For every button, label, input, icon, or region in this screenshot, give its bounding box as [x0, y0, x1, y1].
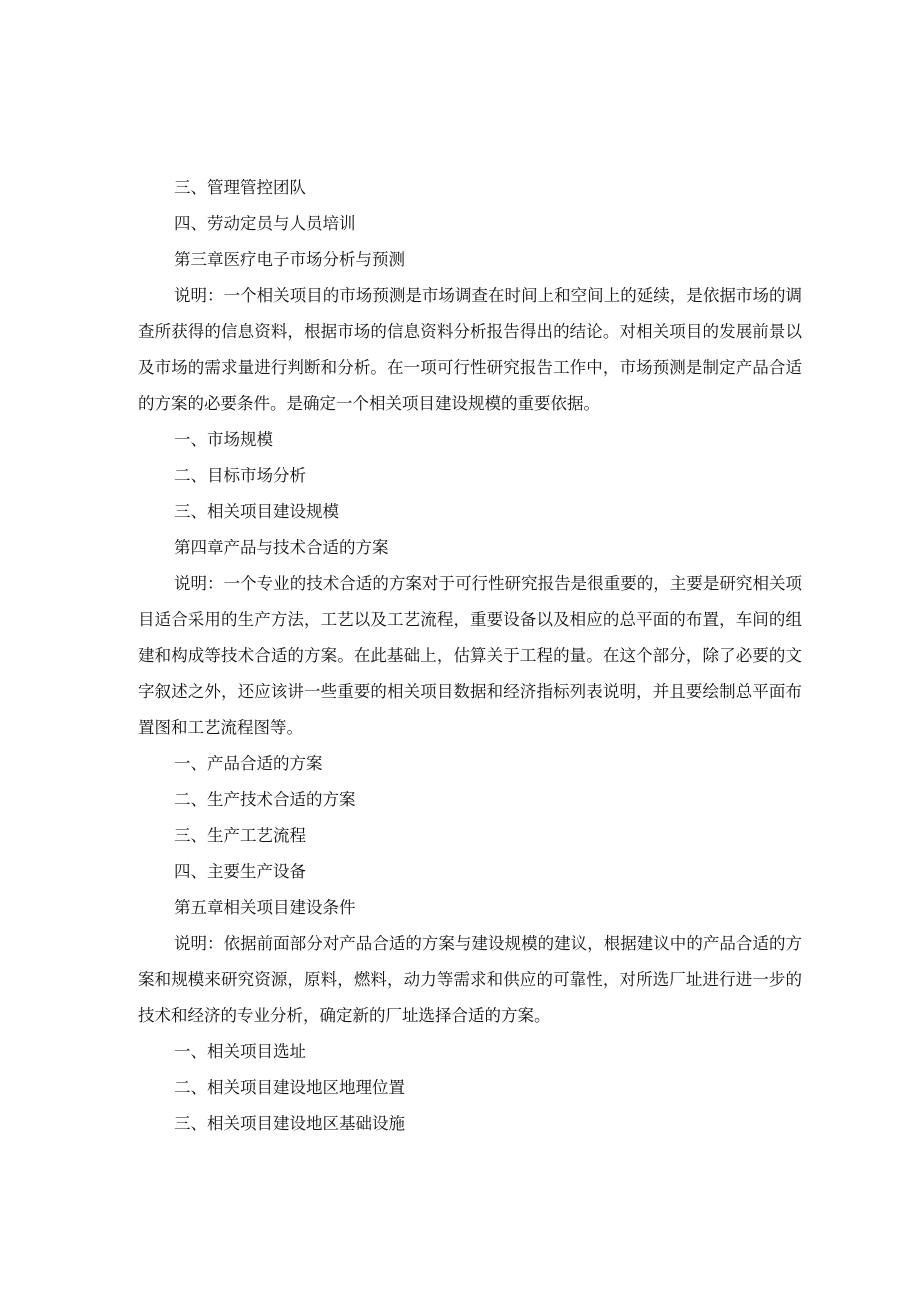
chapter-3-description: 说明：一个相关项目的市场预测是市场调查在时间上和空间上的延续，是依据市场的调查所获得的信息资料，根据市场的信息资料分析报告得出的结论。对相关项目的发展前景以及市场的需求量进行判断和分析。在一项可行性研究报告工作中，市场预测是制定产品合适的方案的必要条件。是确定一个相关项目建设规模的重要依据。	[138, 286, 802, 413]
chapter-5-description: 说明：依据前面部分对产品合适的方案与建设规模的建议，根据建议中的产品合适的方案和规模来研究资源，原料，燃料，动力等需求和供应的可靠性，对所选厂址进行进一步的技术和经济的专业分析，确定新的厂址选择合适的方案。	[138, 934, 802, 1025]
section-heading-staffing-training: 四、劳动定员与人员培训	[174, 214, 356, 233]
section-heading-product-plan: 一、产品合适的方案	[174, 754, 323, 773]
document-body	[138, 170, 802, 1142]
section-heading-market-size: 一、市场规模	[174, 430, 273, 449]
section-heading-process-flow: 三、生产工艺流程	[174, 826, 306, 845]
section-heading-management-team: 三、管理管控团队	[174, 178, 306, 197]
section-heading-project-scale: 三、相关项目建设规模	[174, 502, 339, 521]
section-heading-production-tech: 二、生产技术合适的方案	[174, 790, 356, 809]
chapter-heading-3: 第三章医疗电子市场分析与预测	[174, 250, 405, 269]
section-heading-target-market: 二、目标市场分析	[174, 466, 306, 485]
chapter-heading-4: 第四章产品与技术合适的方案	[174, 538, 389, 557]
chapter-heading-5: 第五章相关项目建设条件	[174, 898, 356, 917]
section-heading-site-selection: 一、相关项目选址	[174, 1042, 306, 1061]
section-heading-main-equipment: 四、主要生产设备	[174, 862, 306, 881]
section-heading-infrastructure: 三、相关项目建设地区基础设施	[174, 1114, 405, 1133]
chapter-4-description: 说明：一个专业的技术合适的方案对于可行性研究报告是很重要的，主要是研究相关项目适合采用的生产方法，工艺以及工艺流程，重要设备以及相应的总平面的布置，车间的组建和构成等技术合适的方案。在此基础上，估算关于工程的量。在这个部分，除了必要的文字叙述之外，还应该讲一些重要的相关项目数据和经济指标列表说明，并且要绘制总平面布置图和工艺流程图等。	[138, 574, 802, 737]
section-heading-geo-location: 二、相关项目建设地区地理位置	[174, 1078, 405, 1097]
